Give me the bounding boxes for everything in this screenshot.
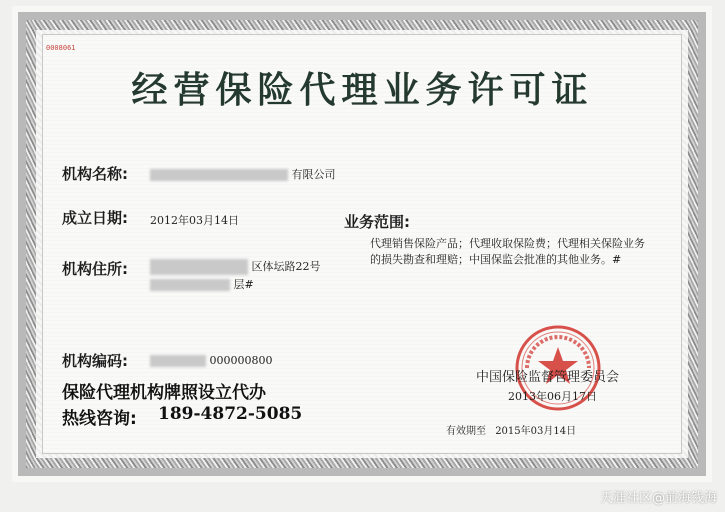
issuer-name: 中国保险监督管理委员会 <box>476 370 620 385</box>
site-watermark: 天涯社区@前海钱海 <box>599 491 717 506</box>
name-value <box>150 166 336 182</box>
redacted-block <box>150 169 288 181</box>
code-label: 机构编码: <box>62 352 128 370</box>
code-value <box>150 354 273 367</box>
address-label: 机构住所: <box>62 260 128 278</box>
agent-ad-label: 热线咨询: <box>62 409 137 429</box>
code-value-suffix: 000000800 <box>209 354 273 367</box>
established-value: 2012年03月14日 <box>150 214 239 227</box>
name-value-suffix: 有限公司 <box>291 168 336 181</box>
issue-date: 2013年06月17日 <box>508 390 597 403</box>
address-line-1 <box>150 258 321 275</box>
agent-ad-line-1: 保险代理机构牌照设立代办 <box>62 383 266 403</box>
redacted-block <box>150 259 248 275</box>
redacted-block <box>150 279 230 291</box>
name-label: 机构名称: <box>62 165 128 183</box>
established-label: 成立日期: <box>62 209 128 227</box>
scope-value: 代理销售保险产品；代理收取保险费；代理相关保险业务的损失勘查和理赔；中国保监会批准的其他业务。# <box>370 237 645 266</box>
expiry-line <box>446 422 576 437</box>
address-line-2 <box>150 276 254 292</box>
agent-ad-phone: 189-4872-5085 <box>158 404 303 424</box>
expiry-date: 2015年03月14日 <box>495 426 577 437</box>
address-line-2-text: 层# <box>233 278 254 291</box>
scope-label: 业务范围: <box>344 213 410 231</box>
serial-number: 0008061 <box>46 44 76 52</box>
certificate-title: 经营保险代理业务许可证 <box>131 70 594 111</box>
expiry-label: 有效期至 <box>446 426 486 437</box>
address-line-1-text: 区体坛路22号 <box>251 260 321 273</box>
redacted-block <box>150 355 206 367</box>
